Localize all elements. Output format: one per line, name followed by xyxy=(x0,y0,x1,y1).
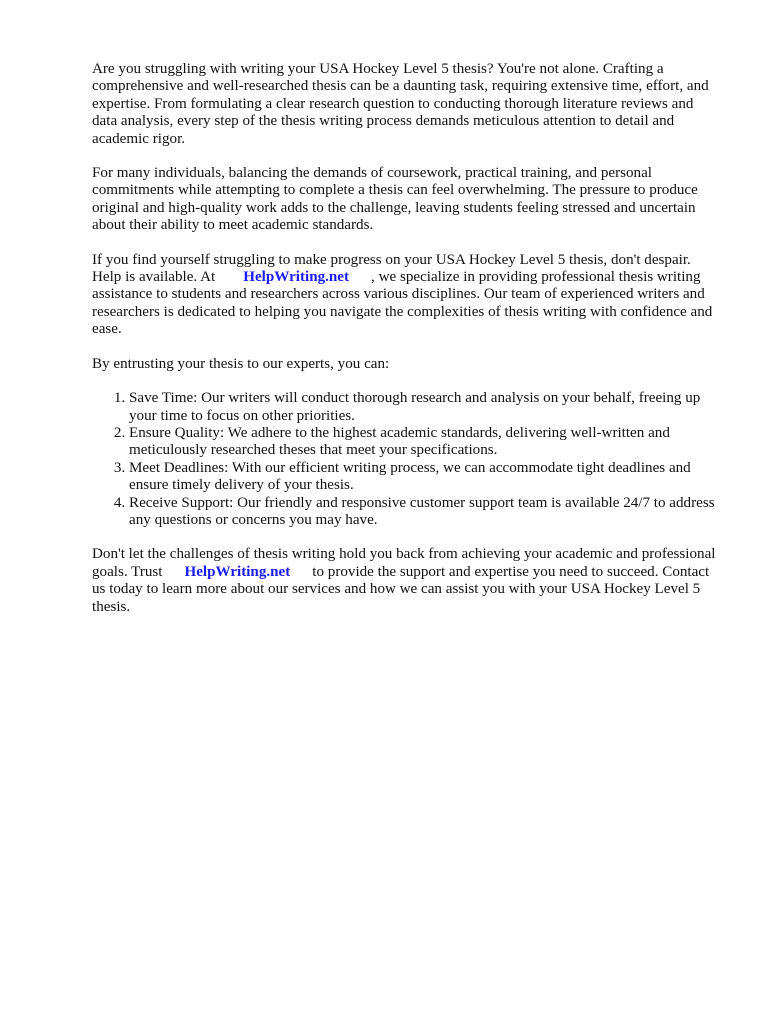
closing-paragraph xyxy=(92,546,722,616)
benefits-list xyxy=(92,390,722,529)
helpwriting-link[interactable]: HelpWriting.net xyxy=(243,269,350,286)
help-paragraph-start: If you find yourself struggling to make progress on your USA Hockey Level 5 thesis, don't despair. Help is available. At xyxy=(92,251,691,286)
list-item: 4. Receive Support: Our friendly and responsive customer support team is available 24/7 to address any questions or concerns you may have. xyxy=(129,495,722,530)
list-item: 3. Meet Deadlines: With our efficient writing process, we can accommodate tight deadlines and ensure timely delivery of your thesis. xyxy=(129,460,722,495)
list-item: 2. Ensure Quality: We adhere to the highest academic standards, delivering well-written and meticulously researched theses that meet your specifications. xyxy=(129,425,722,460)
intro-paragraph: Are you struggling with writing your USA Hockey Level 5 thesis? You're not alone. Crafting a comprehensive and well-researched thesis can be a daunting task, requiring extensive time, effort, and expertise. From formulating a clear research question to conducting thorough literature reviews and data analysis, every step of the thesis writing process demands meticulous attention to detail and academic rigor. xyxy=(92,61,709,147)
document-body xyxy=(92,61,722,633)
closing-paragraph-start: Don't let the challenges of thesis writing hold you back from achieving your academic and professional goals. Trust xyxy=(92,546,716,580)
challenges-paragraph: For many individuals, balancing the demands of coursework, practical training, and personal commitments while attempting to complete a thesis can feel overwhelming. The pressure to produce original and high-quality work adds to the challenge, leaving students feeling stressed and uncertain about their ability to meet academic standards. xyxy=(92,165,698,234)
list-intro: By entrusting your thesis to our experts, you can: xyxy=(92,355,390,372)
list-item: 1. Save Time: Our writers will conduct thorough research and analysis on your behalf, freeing up your time to focus on other priorities. xyxy=(129,390,722,425)
helpwriting-link-closing[interactable]: HelpWriting.net xyxy=(184,563,291,580)
closing-paragraph-end: to provide the support and expertise you need to succeed. Contact us today to learn more about our services and how we can assist you with your USA Hockey Level 5 thesis. xyxy=(92,563,710,615)
help-paragraph xyxy=(92,252,722,339)
help-paragraph-end: , we specialize in providing professional thesis writing assistance to students and researchers across various disciplines. Our team of experienced writers and researchers is dedicated to helping you navigate the complexities of thesis writing with confidence and ease. xyxy=(92,269,713,338)
